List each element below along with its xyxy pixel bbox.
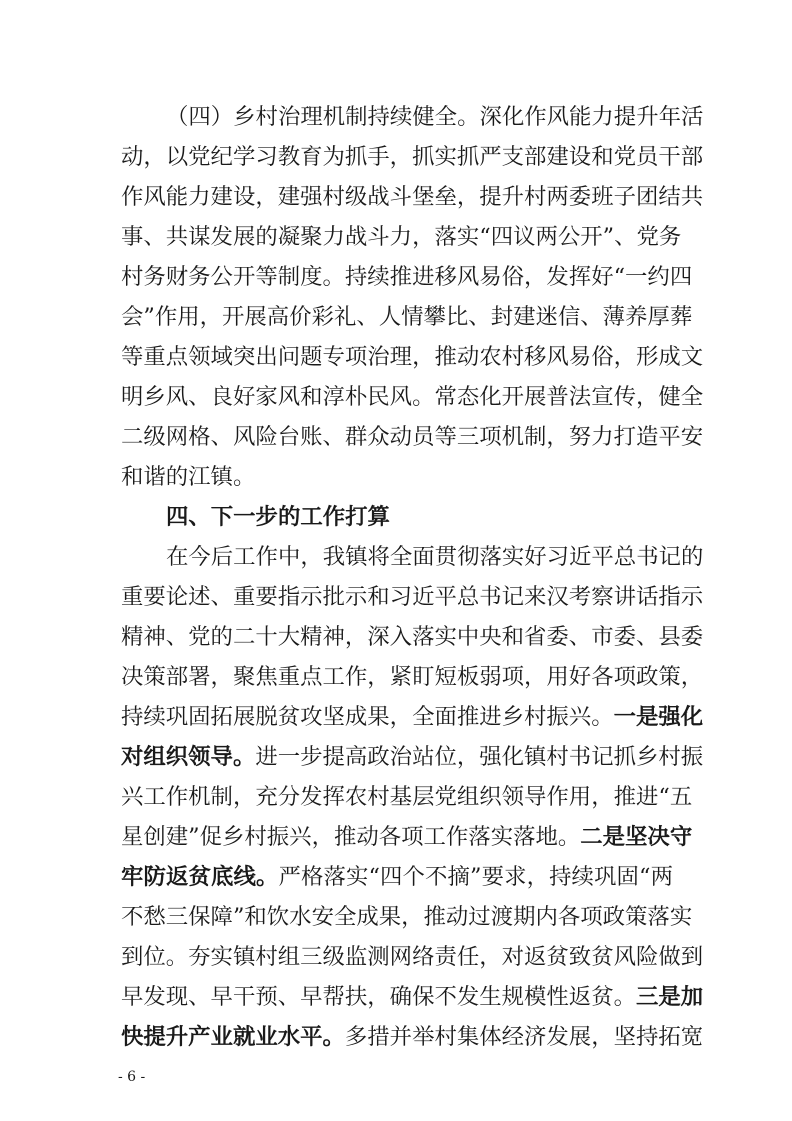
page-number: - 6 - — [118, 1069, 146, 1085]
paragraph-line — [121, 1017, 704, 1057]
paragraph-line: 和谐的江镇。 — [121, 464, 256, 490]
text-run: 持续巩固拓展脱贫攻坚成果，全面推进乡村振兴。 — [121, 704, 614, 730]
text-run: 多措并举村集体经济发展，坚持拓宽 — [344, 1024, 704, 1050]
paragraph-line: 兴工作机制，充分发挥农村基层党组织领导作用，推进“五 — [121, 784, 693, 810]
paragraph-line — [121, 697, 704, 737]
paragraph-line: 精神、党的二十大精神，深入落实中央和省委、市委、县委 — [121, 624, 704, 650]
text-run: 进一步提高政治站位，强化镇村书记抓乡村振 — [255, 744, 704, 770]
paragraph-line: （四）乡村治理机制持续健全。深化作风能力提升年活 — [166, 104, 704, 130]
paragraph-line — [121, 737, 704, 777]
paragraph-line: 会”作用，开展高价彩礼、人情攀比、封建迷信、薄养厚葬 — [121, 304, 693, 330]
bold-text-run: 二是坚决守 — [580, 824, 693, 850]
bold-text-run: 快提升产业就业水平。 — [121, 1024, 345, 1050]
paragraph-line: 等重点领域突出问题专项治理，推动农村移风易俗，形成文 — [121, 344, 704, 370]
bold-text-run: 一是强化 — [613, 704, 704, 730]
text-run: 严格落实“四个不摘”要求，持续巩固“两 — [278, 864, 673, 890]
paragraph-line — [121, 977, 704, 1017]
paragraph-line: 明乡风、良好家风和淳朴民风。常态化开展普法宣传，健全 — [121, 384, 704, 410]
paragraph-line: 在今后工作中，我镇将全面贯彻落实好习近平总书记的 — [166, 544, 704, 570]
text-run: 早发现、早干预、早帮扶，确保不发生规模性返贫。 — [121, 984, 636, 1010]
paragraph-line — [121, 857, 673, 897]
paragraph-line: 村务财务公开等制度。持续推进移风易俗，发挥好“一约四 — [121, 264, 693, 290]
paragraph-line: 事、共谋发展的凝聚力战斗力，落实“四议两公开”、党务 — [121, 224, 682, 250]
paragraph-line: 不愁三保障”和饮水安全成果，推动过渡期内各项政策落实 — [121, 904, 693, 930]
paragraph-line — [121, 817, 693, 857]
section-heading: 四、下一步的工作打算 — [166, 504, 390, 530]
paragraph-line: 到位。夯实镇村组三级监测网络责任，对返贫致贫风险做到 — [121, 944, 704, 970]
paragraph-line: 作风能力建设，建强村级战斗堡垒，提升村两委班子团结共 — [121, 184, 704, 210]
paragraph-line: 二级网格、风险台账、群众动员等三项机制，努力打造平安 — [121, 424, 704, 450]
bold-text-run: 对组织领导。 — [121, 744, 256, 770]
bold-text-run: 牢防返贫底线。 — [121, 864, 279, 890]
paragraph-line: 动，以党纪学习教育为抓手，抓实抓严支部建设和党员干部 — [121, 144, 704, 170]
paragraph-line: 决策部署，聚焦重点工作，紧盯短板弱项，用好各项政策， — [121, 664, 704, 690]
text-run: 星创建”促乡村振兴，推动各项工作落实落地。 — [121, 824, 581, 850]
paragraph-line: 重要论述、重要指示批示和习近平总书记来汉考察讲话指示 — [121, 584, 704, 610]
bold-text-run: 三是加 — [635, 984, 704, 1010]
